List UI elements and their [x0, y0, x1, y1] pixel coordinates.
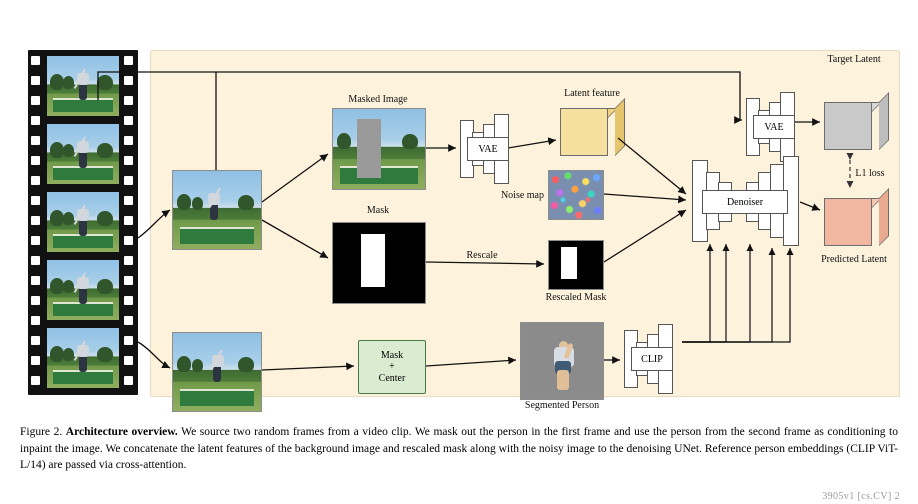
source-frame-1	[172, 170, 262, 250]
film-perforations-left	[30, 50, 43, 395]
noise-map-tile	[548, 170, 604, 220]
rescale-label: Rescale	[466, 250, 498, 261]
film-frame	[47, 260, 119, 320]
vae-target-label: VAE	[753, 115, 795, 139]
mask-center-line-3: Center	[378, 372, 406, 384]
mask-overlay-region	[357, 119, 381, 178]
video-filmstrip	[28, 50, 138, 395]
mask-tile	[332, 222, 426, 304]
arxiv-watermark: 3905v1 [cs.CV] 2	[822, 491, 900, 502]
noise-map-label: Noise map	[500, 190, 544, 201]
source-frame-2	[172, 332, 262, 412]
segmented-person-label: Segmented Person	[524, 400, 600, 411]
figure-number: Figure 2.	[20, 426, 63, 438]
denoiser-label: Denoiser	[702, 190, 788, 214]
mask-white-region	[361, 234, 385, 287]
clip-label: CLIP	[631, 347, 673, 371]
l1-loss-label: L1 loss	[855, 168, 885, 179]
predicted-latent-cube	[824, 190, 880, 254]
segmented-person-tile	[520, 322, 604, 400]
latent-feature-label: Latent feature	[564, 88, 620, 99]
film-frame	[47, 328, 119, 388]
rescaled-mask-tile	[548, 240, 604, 290]
figure-caption	[20, 424, 898, 474]
film-perforations-right	[123, 50, 136, 395]
masked-image-label: Masked Image	[348, 94, 408, 105]
mask-center-module	[358, 340, 426, 394]
film-frame	[47, 124, 119, 184]
latent-feature-cube	[560, 100, 616, 164]
vae-encoder-label: VAE	[467, 137, 509, 161]
rescaled-mask-label: Rescaled Mask	[545, 292, 607, 303]
mask-label: Mask	[366, 205, 390, 216]
figure-title: Architecture overview.	[65, 426, 178, 438]
target-latent-label: Target Latent	[827, 54, 881, 65]
film-frame	[47, 56, 119, 116]
mask-center-line-2: +	[389, 361, 395, 373]
mask-center-line-1: Mask	[380, 349, 404, 361]
figure-caption-body: We source two random frames from a video clip. We mask out the person in the first frame and use the person from the second frame as conditioning to inpaint the image. We concatenate the latent features of the background image and rescaled mask along with the noisy image to the denoising UNet. Reference person embeddings (CLIP ViT-L/14) are passed via cross-attention.	[20, 426, 898, 472]
rescaled-mask-white-region	[561, 247, 577, 280]
predicted-latent-label: Predicted Latent	[821, 254, 887, 265]
architecture-figure	[20, 42, 898, 411]
target-latent-cube	[824, 94, 880, 158]
masked-image-tile	[332, 108, 426, 190]
film-frame	[47, 192, 119, 252]
